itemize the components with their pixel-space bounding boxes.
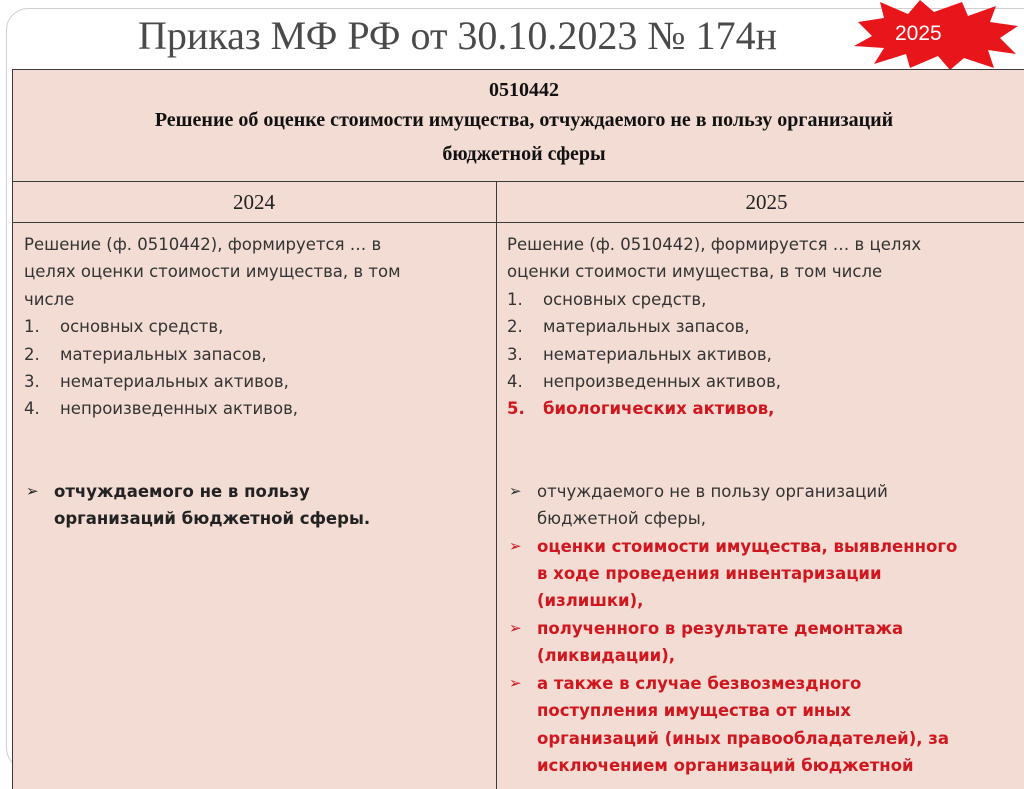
condition-list: [507, 478, 1024, 779]
condition-list: [24, 478, 484, 533]
intro-line: целях оценки стоимости имущества, в том: [24, 262, 401, 282]
list-item-new: ➢ а также в случае безвозмездного поступления имущества от иных организаций (иных правообладателей), за исключением организаций бюджетной: [507, 670, 1024, 780]
list-item: 4. непроизведенных активов,: [507, 372, 782, 392]
arrow-bullet-icon: ➢: [509, 536, 522, 555]
list-item: 3. нематериальных активов,: [24, 372, 289, 392]
list-item: ➢ отчуждаемого не в пользу организаций бюджетной сферы.: [24, 478, 484, 533]
list-item: 1. основных средств,: [507, 289, 707, 309]
intro-line: Решение (ф. 0510442), формируется … в целях: [507, 235, 922, 254]
column-divider: [496, 181, 497, 789]
column-2025: [507, 231, 1024, 779]
year-2024-header: 2024: [233, 190, 275, 214]
list-item: 1. основных средств,: [24, 317, 224, 337]
list-item-new: ➢ полученного в результате демонтажа (ликвидации),: [507, 615, 1024, 670]
arrow-bullet-icon: ➢: [509, 673, 522, 692]
list-item-new: ➢ оценки стоимости имущества, выявленного в ходе проведения инвентаризации (излишки),: [507, 533, 1024, 615]
list-item: 2. материальных запасов,: [507, 317, 750, 337]
list-item: 3. нематериальных активов,: [507, 344, 772, 364]
comparison-table: [12, 69, 1024, 789]
spacer: [24, 423, 484, 478]
form-code: 0510442: [489, 79, 559, 101]
list-item: 2. материальных запасов,: [24, 344, 267, 364]
list-item-new: 5. биологических активов,: [507, 399, 775, 419]
list-item: ➢ отчуждаемого не в пользу организаций бюджетной сферы,: [507, 478, 1024, 533]
form-title-line1: Решение об оценке стоимости имущества, отчуждаемого не в пользу организаций: [154, 109, 894, 131]
asset-list: [24, 313, 484, 423]
column-2024: [24, 231, 484, 533]
intro-line: Решение (ф. 0510442), формируется … в: [24, 235, 382, 254]
asset-list: [507, 286, 1024, 423]
badge-year: 2025: [895, 22, 942, 45]
year-divider: [12, 222, 1024, 223]
form-header: [12, 69, 1024, 181]
slide-title: Приказ МФ РФ от 30.10.2023 № 174н: [138, 13, 778, 58]
spacer: [507, 423, 1024, 478]
intro-line: оценки стоимости имущества, в том числе: [507, 262, 883, 282]
arrow-bullet-icon: ➢: [26, 481, 39, 500]
list-item: 4. непроизведенных активов,: [24, 399, 299, 419]
year-2025-header: 2025: [745, 190, 788, 214]
arrow-bullet-icon: ➢: [509, 481, 522, 500]
form-title-line2: бюджетной сферы: [442, 143, 606, 165]
intro-line: числе: [24, 289, 75, 309]
arrow-bullet-icon: ➢: [509, 618, 522, 637]
